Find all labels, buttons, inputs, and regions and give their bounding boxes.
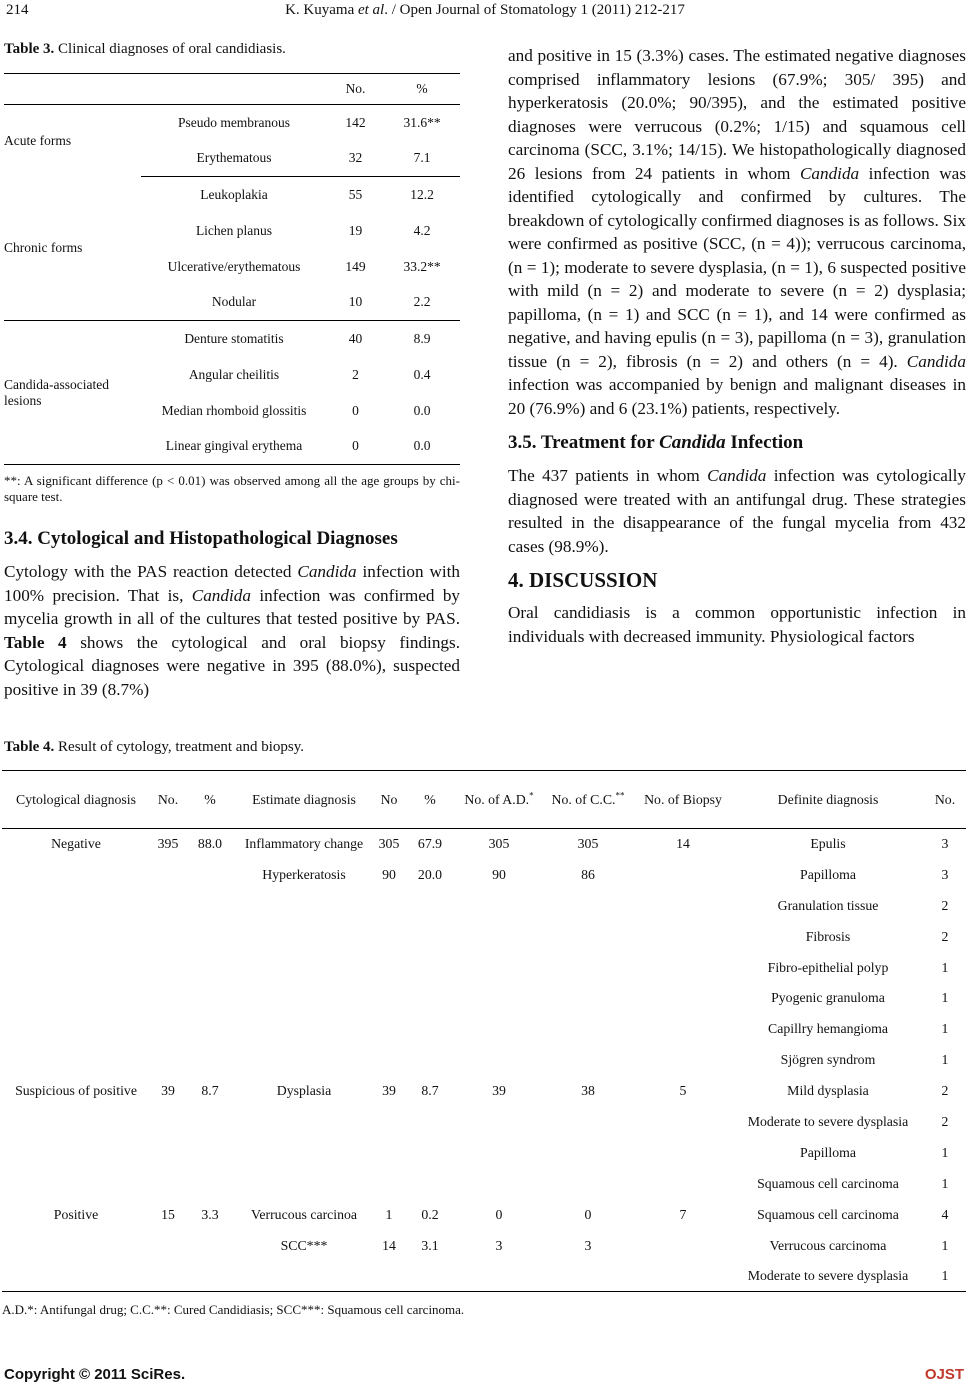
table4-cell-est <box>234 1014 374 1045</box>
table4-cell-est: Dysplasia <box>276 1083 332 1099</box>
table4-header-ad <box>456 771 542 829</box>
table4-cell-cc: 305 <box>577 836 599 852</box>
table4-cell-est: Verrucous carcinoa <box>250 1206 358 1222</box>
footer-copyright: Copyright © 2011 SciRes. <box>4 1366 186 1383</box>
table3-footnote: **: A significant difference (p < 0.01) was observed among all the age groups by chi-square test. <box>4 473 460 504</box>
table4-cell-ad: 90 <box>492 866 506 882</box>
table3-cell-pct: 0.4 <box>413 366 431 382</box>
table3-cell-sub: Nodular <box>141 285 327 321</box>
text-run: 3.5. Treatment for <box>508 432 660 453</box>
table4-cell-pct <box>186 859 234 890</box>
left-column <box>4 40 460 701</box>
table4-header-definite: Definite diagnosis <box>732 771 924 829</box>
text-run: infection was accompanied by benign and malignant diseases in 20 (76.9%) and 6 (23.1%) patients, respectively. <box>508 375 966 418</box>
table4-cell-no2 <box>374 1014 404 1045</box>
table3-cell-no: 55 <box>348 186 363 202</box>
table4-cell-pct2 <box>404 1045 456 1076</box>
table4-cell-ad <box>456 1045 542 1076</box>
treatment-paragraph <box>508 464 966 558</box>
table3-label: Table 3. <box>4 41 55 57</box>
table3-cell-sub: Lichen planus <box>195 222 273 238</box>
table4-cell-cc <box>542 1107 634 1138</box>
table4-cell-pct2 <box>404 921 456 952</box>
table4-cell-definite: Epulis <box>810 836 846 852</box>
table4-header-no: No. <box>150 771 186 829</box>
text-run: infection with 100% precision. That is, <box>4 562 460 605</box>
table3-cell-pct: 12.2 <box>410 186 434 202</box>
table3-cell-no: 40 <box>348 330 363 346</box>
table3-group-label: Acute forms <box>4 132 72 148</box>
table3-cell-pct: 7.1 <box>384 141 460 177</box>
table4-footnote: A.D.*: Antifungal drug; C.C.**: Cured Candidiasis; SCC***: Squamous cell carcinoma. <box>2 1302 465 1317</box>
table3-cell-no: 0 <box>327 429 384 465</box>
table4-cell-ad <box>456 983 542 1014</box>
table4-cell-cc <box>542 1261 634 1292</box>
table4-cell-no: 15 <box>161 1206 175 1222</box>
table4-cell-no3: 2 <box>941 897 949 913</box>
table4-cell-est <box>234 952 374 983</box>
table4-cell-no3: 3 <box>941 836 949 852</box>
table3 <box>4 73 460 465</box>
table4-cell-no <box>150 1137 186 1168</box>
table4-cell-ad <box>456 890 542 921</box>
table4-cell-est <box>234 1107 374 1138</box>
table4-cell-cyto <box>2 1261 150 1292</box>
table4-cell-no: 395 <box>157 836 179 852</box>
table3-cell-sub: Pseudo membranous <box>177 114 291 130</box>
table3-cell-pct: 4.2 <box>413 222 431 238</box>
table4-cell-biopsy: 14 <box>676 836 690 852</box>
table4-cell-pct2 <box>404 952 456 983</box>
table-row <box>2 921 966 952</box>
table4-cell-cc <box>542 890 634 921</box>
table-row <box>2 1076 966 1107</box>
footnote-marker: ** <box>615 789 625 800</box>
table3-cell-no: 32 <box>327 141 384 177</box>
text-run: The 437 patients in whom <box>508 466 708 485</box>
discussion-paragraph: Oral candidiasis is a common opportunistic infection in individuals with decreased immunity. Physiological factors <box>508 603 966 646</box>
table4-cell-no2 <box>374 983 404 1014</box>
table4-cell-ad <box>456 1137 542 1168</box>
table3-group-label: Candida-associated lesions <box>4 321 141 465</box>
table4-cell-est <box>234 983 374 1014</box>
table4-cell-ad: 39 <box>492 1083 506 1099</box>
table4-cell-no2 <box>374 1107 404 1138</box>
running-head-journal: . / Open Journal of Stomatology 1 (2011) 212-217 <box>384 2 685 18</box>
table4-cell-biopsy <box>634 859 732 890</box>
table4-cell-no <box>150 1107 186 1138</box>
table3-cell-pct: 31.6** <box>403 114 441 130</box>
italic-run: Candida <box>191 585 251 605</box>
section-heading-3-5 <box>508 431 966 455</box>
table4-cell-no <box>150 1261 186 1292</box>
table-row <box>4 105 460 141</box>
table4-cell-no2 <box>374 921 404 952</box>
table4-cell-pct <box>186 1230 234 1261</box>
table-row <box>2 1014 966 1045</box>
table4-cell-no <box>150 890 186 921</box>
table3-caption-text: Clinical diagnoses of oral candidiasis. <box>54 41 286 57</box>
table4-cell-cc: 3 <box>584 1237 592 1253</box>
table4-cell-est <box>234 921 374 952</box>
table-row <box>2 1107 966 1138</box>
table4-cell-cyto <box>2 1168 150 1199</box>
table3-caption <box>4 40 460 58</box>
table-row <box>2 1261 966 1292</box>
table4-cell-pct2 <box>404 1014 456 1045</box>
table4-cell-no2: 90 <box>382 866 396 882</box>
table4-cell-pct2 <box>404 1137 456 1168</box>
table-row <box>2 952 966 983</box>
table4-cell-biopsy: 7 <box>679 1206 687 1222</box>
table3-cell-no: 2 <box>352 366 359 382</box>
table4-cell-pct <box>186 1107 234 1138</box>
table-row <box>2 1137 966 1168</box>
table4-cell-no2: 305 <box>378 836 400 852</box>
table4-cell-cc: 0 <box>584 1206 592 1222</box>
table3-cell-no: 10 <box>327 285 384 321</box>
table3-header-row <box>4 74 460 105</box>
table4-cell-cyto <box>2 890 150 921</box>
table3-cell-pct: 0.0 <box>384 429 460 465</box>
table4-cell-no <box>150 983 186 1014</box>
table3-cell-pct: 8.9 <box>413 330 431 346</box>
table4-cell-cyto: Suspicious of positive <box>15 1083 137 1099</box>
table4-header-no2: No <box>374 771 404 829</box>
table4-cell-no2: 14 <box>382 1237 396 1253</box>
table4-cell-est <box>234 1045 374 1076</box>
table4-cell-ad <box>456 921 542 952</box>
table4 <box>2 770 966 1292</box>
table-row <box>2 1045 966 1076</box>
table4-cell-no <box>150 921 186 952</box>
table3-cell-sub: Erythematous <box>141 141 327 177</box>
table3-cell-sub: Angular cheilitis <box>188 366 280 382</box>
table3-cell-pct: 2.2 <box>384 285 460 321</box>
table4-cell-ad <box>456 1261 542 1292</box>
footer-journal: OJST <box>924 1366 964 1383</box>
table4-header-no3: No. <box>924 771 966 829</box>
table4-cell-definite: Granulation tissue <box>777 897 879 913</box>
table4-cell-ad <box>456 1168 542 1199</box>
table4-cell-no2 <box>374 1137 404 1168</box>
table4-caption <box>4 738 304 756</box>
header-text: No. of C.C. <box>551 791 616 807</box>
italic-run: Candida <box>906 351 966 371</box>
table4-cell-ad <box>456 952 542 983</box>
table4-cell-no3: 1 <box>941 1237 949 1253</box>
table4-cell-definite: Moderate to severe dysplasia <box>732 1261 924 1292</box>
table4-cell-pct: 8.7 <box>201 1083 219 1099</box>
table-row <box>2 983 966 1014</box>
table4-cell-no3: 1 <box>941 990 949 1006</box>
table4-cell-no <box>150 859 186 890</box>
table4-cell-pct2 <box>404 1261 456 1292</box>
table4-cell-definite: Squamous cell carcinoma <box>757 1175 899 1191</box>
table4-cell-biopsy: 5 <box>679 1083 687 1099</box>
table-row <box>2 1199 966 1230</box>
table3-cell-no: 19 <box>348 222 363 238</box>
table4-cell-no3: 1 <box>941 1144 949 1160</box>
table4-cell-cc <box>542 1168 634 1199</box>
table4-cell-no3: 1 <box>924 1261 966 1292</box>
table4-cell-no3: 1 <box>941 1021 949 1037</box>
table4-cell-definite: Fibrosis <box>805 928 851 944</box>
table3-header-pct: % <box>384 74 460 105</box>
table4-header-pct: % <box>186 771 234 829</box>
italic-run: Candida <box>659 432 726 453</box>
table4-cell-biopsy <box>634 921 732 952</box>
table-row <box>2 859 966 890</box>
table4-cell-cc: 86 <box>581 866 595 882</box>
table4-cell-est <box>234 890 374 921</box>
table-reference: Table 4 <box>4 632 67 652</box>
table4-cell-ad <box>456 1014 542 1045</box>
header-text: No. of A.D. <box>464 791 530 807</box>
table4-cell-definite: Papilloma <box>800 1144 856 1160</box>
table4-cell-est <box>234 1261 374 1292</box>
table4-cell-cc <box>542 952 634 983</box>
table4-cell-pct <box>186 890 234 921</box>
table3-cell-sub: Ulcerative/erythematous <box>167 258 301 274</box>
table3-cell-no: 0 <box>352 402 359 418</box>
table4-cell-cc <box>542 1045 634 1076</box>
table4-cell-no <box>150 1230 186 1261</box>
text-run: infection was cytologically diagnosed were treated with an antifungal drug. These strategies resulted in the disappearance of the fungal mycelia from 432 cases (98.9%). <box>508 466 966 556</box>
table4-cell-no3: 1 <box>941 1175 949 1191</box>
table3-cell-sub: Denture stomatitis <box>184 330 284 346</box>
table4-cell-biopsy <box>634 1045 732 1076</box>
table4-cell-cc <box>542 921 634 952</box>
table4-header-cc <box>542 771 634 829</box>
table4-cell-cc: 38 <box>581 1083 595 1099</box>
table4-caption-text: Result of cytology, treatment and biopsy. <box>54 739 304 755</box>
table4-cell-pct <box>186 1261 234 1292</box>
table4-cell-ad: 305 <box>488 836 510 852</box>
table4-cell-pct2 <box>404 1168 456 1199</box>
table4-cell-no3: 1 <box>941 959 949 975</box>
table4-cell-pct2: 67.9 <box>417 836 443 852</box>
table4-cell-cyto: Positive <box>53 1206 99 1222</box>
right-column <box>508 44 966 648</box>
table4-cell-no <box>150 1014 186 1045</box>
table4-cell-no2: 1 <box>385 1206 393 1222</box>
table4-cell-cyto <box>2 921 150 952</box>
table4-cell-no <box>150 952 186 983</box>
table4-cell-pct <box>186 952 234 983</box>
table4-cell-cc <box>542 1137 634 1168</box>
text-run: Infection <box>725 432 804 453</box>
table4-cell-ad <box>456 1107 542 1138</box>
table4-cell-est: SCC*** <box>280 1237 328 1253</box>
table4-cell-definite: Fibro-epithelial polyp <box>767 959 889 975</box>
text-run: infection was identified cytologically and confirmed by cultures. The breakdown of cytologically confirmed diagnoses is as follows. Six were confirmed as positive (SCC, (n = 4)); verrucous carcinoma, (n = 1); moderate to severe dysplasia, (n = 1), 6 suspected positive with mild (n = 2) and moderate to severe (n = 2) dysplasia; papilloma, (n = 1) and SCC (n = 1), and 14 were confirmed as negative, and having epulis (n = 3), papilloma (n = 3), granulation tissue (n = 2), fibrosis (n = 2) and others (n = 4). <box>508 163 967 371</box>
table4-cell-cc <box>542 983 634 1014</box>
table3-header-no: No. <box>327 74 384 105</box>
table4-cell-no3: 1 <box>941 1052 949 1068</box>
table3-cell-sub: Linear gingival erythema <box>141 429 327 465</box>
table4-cell-pct <box>186 983 234 1014</box>
text-run: and positive in 15 (3.3%) cases. The estimated negative diagnoses comprised inflammatory lesions (67.9%; 305/ 395) and hyperkeratosis (20.0%; 90/395), and the estimated positive diagnoses were verrucous (0.2%; 1/15) and squamous cell carcinoma (SCC, 3.1%; 14/15). We histopathologically diagnosed 26 lesions from 24 patients in whom <box>508 46 966 183</box>
table4-cell-cyto <box>2 952 150 983</box>
table3-header-empty <box>4 74 141 105</box>
table-row <box>2 890 966 921</box>
table4-cell-est: Hyperkeratosis <box>262 866 346 882</box>
table4-cell-no2 <box>374 1168 404 1199</box>
table4-cell-cyto <box>2 1137 150 1168</box>
italic-run: Candida <box>707 466 767 485</box>
table4-cell-cyto: Negative <box>51 836 101 852</box>
text-run: shows the cytological and oral biopsy findings. Cytological diagnoses were negative in 395 (88.0%), suspected positive in 39 (8.7%) <box>4 632 460 699</box>
results-paragraph <box>508 44 966 420</box>
table4-cell-cyto <box>2 1107 150 1138</box>
table4-cell-pct <box>186 1014 234 1045</box>
table4-cell-pct2: 0.2 <box>421 1206 439 1222</box>
table4-header-cytological: Cytological diagnosis <box>2 771 150 829</box>
table4-cell-ad: 0 <box>495 1206 503 1222</box>
table4-cell-no <box>150 1045 186 1076</box>
table4-cell-biopsy <box>634 1261 732 1292</box>
table4-cell-pct2 <box>404 1107 456 1138</box>
table4-cell-biopsy <box>634 1014 732 1045</box>
table-row <box>4 177 460 213</box>
table3-cell-sub: Leukoplakia <box>200 186 268 202</box>
table4-cell-definite: Verrucous carcinoma <box>769 1237 887 1253</box>
section-heading-4: 4. DISCUSSION <box>508 568 658 592</box>
table4-cell-no: 39 <box>161 1083 175 1099</box>
table4-cell-definite: Mild dysplasia <box>787 1083 869 1099</box>
table4-cell-definite: Papilloma <box>800 866 856 882</box>
table4-cell-cyto <box>2 1014 150 1045</box>
table-row <box>2 1230 966 1261</box>
table4-cell-pct2: 3.1 <box>421 1237 439 1253</box>
table4-cell-ad: 3 <box>495 1237 503 1253</box>
table4-cell-cyto <box>2 859 150 890</box>
table4-cell-definite: Moderate to severe dysplasia <box>747 1113 909 1129</box>
table4-cell-no3: 4 <box>941 1206 949 1222</box>
table4-cell-cyto <box>2 1230 150 1261</box>
table4-cell-definite: Pyogenic granuloma <box>771 990 885 1006</box>
table3-cell-no: 142 <box>345 114 366 130</box>
table4-cell-biopsy <box>634 890 732 921</box>
table4-cell-pct2 <box>404 890 456 921</box>
table4-cell-no2 <box>374 1261 404 1292</box>
table3-header-empty-sub <box>141 74 327 105</box>
table4-cell-pct: 88.0 <box>197 836 223 852</box>
table3-group-label: Chronic forms <box>4 177 141 321</box>
table4-cell-biopsy <box>634 1107 732 1138</box>
table4-cell-no2: 39 <box>382 1083 396 1099</box>
table4-cell-no <box>150 1168 186 1199</box>
table4-cell-est <box>234 1137 374 1168</box>
table4-cell-pct <box>186 921 234 952</box>
table4-cell-no2 <box>374 890 404 921</box>
section-heading-3-4: 3.4. Cytological and Histopathological Diagnoses <box>4 528 398 549</box>
table4-cell-no3: 2 <box>941 1083 949 1099</box>
table4-cell-cyto <box>2 1045 150 1076</box>
running-head-authors: K. Kuyama <box>285 2 358 18</box>
table4-cell-biopsy <box>634 983 732 1014</box>
table4-cell-no2 <box>374 952 404 983</box>
table3-cell-no: 149 <box>345 258 366 274</box>
table4-cell-cyto <box>2 983 150 1014</box>
table4-label: Table 4. <box>4 739 55 755</box>
table3-cell-pct: 0.0 <box>413 402 431 418</box>
table4-cell-no3: 3 <box>941 866 949 882</box>
running-head-etal: et al <box>357 2 385 18</box>
table4-cell-biopsy <box>634 1168 732 1199</box>
table4-cell-pct2: 8.7 <box>421 1083 439 1099</box>
table3-cell-pct: 33.2** <box>403 258 441 274</box>
table4-cell-definite: Capillry hemangioma <box>768 1021 888 1037</box>
page-number: 214 <box>6 2 29 18</box>
italic-run: Candida <box>297 562 357 581</box>
table4-cell-no2 <box>374 1045 404 1076</box>
table3-cell-sub: Median rhomboid glossitis <box>161 402 307 418</box>
text-run: infection was confirmed by mycelia growth in all of the cultures that tested positive by PAS. <box>4 585 461 628</box>
table4-cell-pct2 <box>404 983 456 1014</box>
table4-body <box>2 829 966 1292</box>
text-run: Cytology with the PAS reaction detected <box>4 562 298 581</box>
table4-cell-pct <box>186 1137 234 1168</box>
table4-cell-pct <box>186 1168 234 1199</box>
table4-cell-no3: 2 <box>941 928 949 944</box>
running-head <box>0 2 970 19</box>
table4-cell-biopsy <box>634 1230 732 1261</box>
table4-header-estimate: Estimate diagnosis <box>234 771 374 829</box>
table4-cell-est: Inflammatory change <box>244 836 364 852</box>
table4-header-pct2: % <box>404 771 456 829</box>
table4-cell-cc <box>542 1014 634 1045</box>
table4-cell-pct2: 20.0 <box>417 866 443 882</box>
table-row <box>2 1168 966 1199</box>
table4-cell-no3: 2 <box>941 1113 949 1129</box>
table4-cell-definite: Sjögren syndrom <box>780 1052 876 1068</box>
table4-cell-biopsy <box>634 1137 732 1168</box>
table4-header-row <box>2 771 966 829</box>
section-3-4-paragraph <box>4 560 460 701</box>
table4-cell-definite: Squamous cell carcinoma <box>757 1206 899 1222</box>
italic-run: Candida <box>799 163 860 183</box>
table4-cell-est <box>234 1168 374 1199</box>
table4-header-biopsy: No. of Biopsy <box>634 771 732 829</box>
table-row <box>2 829 966 860</box>
table4-cell-biopsy <box>634 952 732 983</box>
footnote-marker: * <box>529 789 534 800</box>
table4-cell-pct: 3.3 <box>201 1206 219 1222</box>
table4-cell-pct <box>186 1045 234 1076</box>
table-row <box>4 321 460 357</box>
